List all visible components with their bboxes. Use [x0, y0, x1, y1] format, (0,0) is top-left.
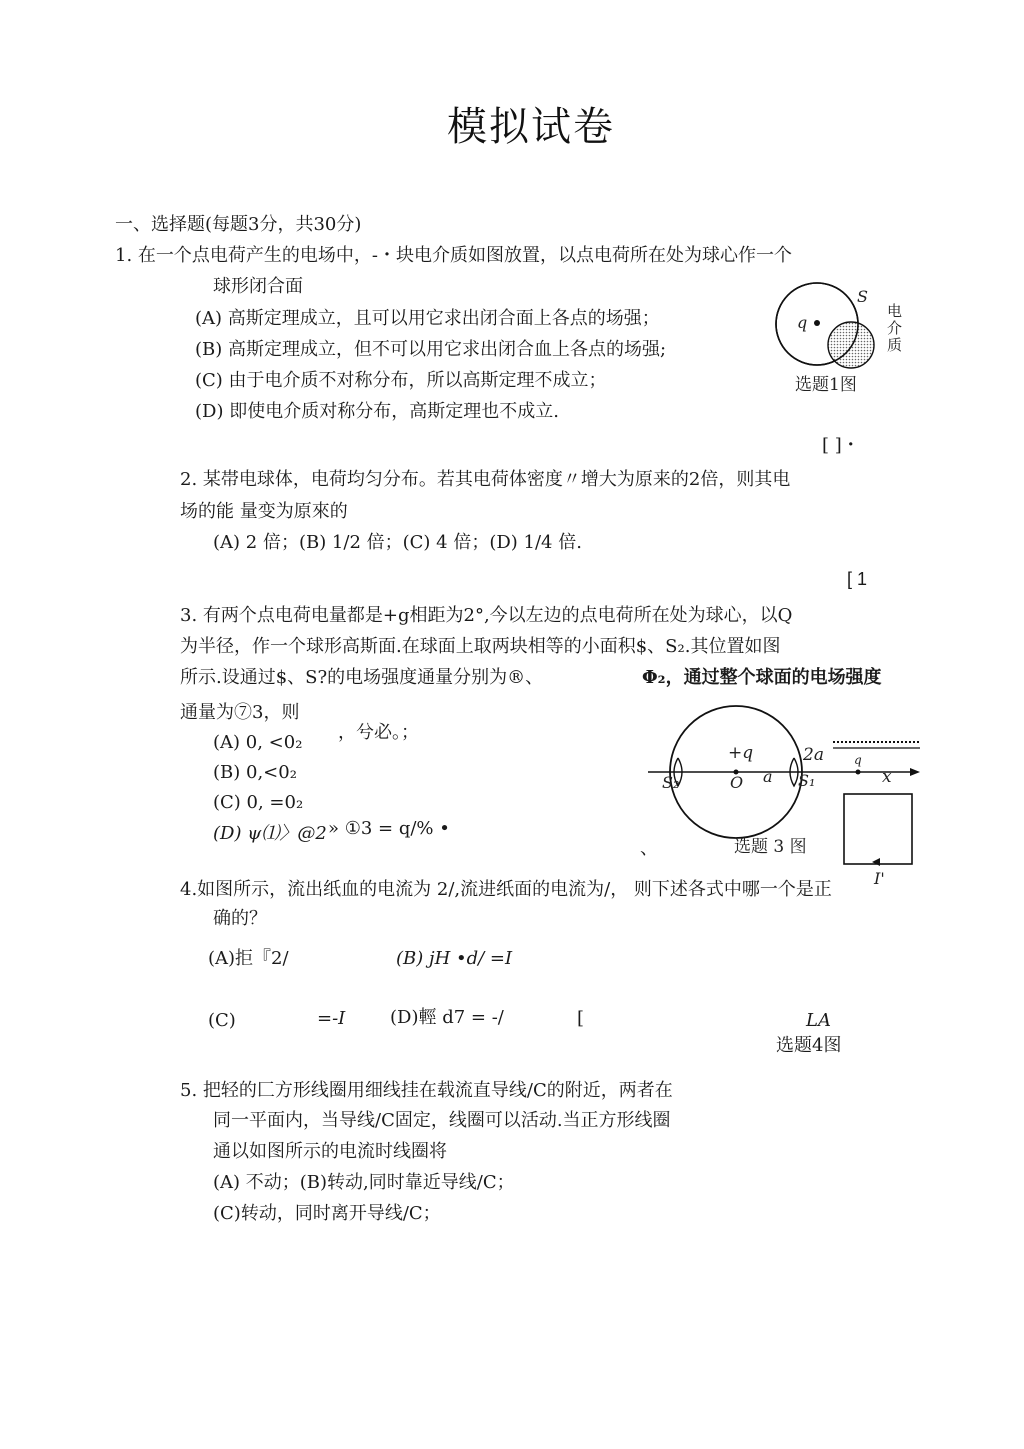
page-title: 模拟试卷: [447, 104, 615, 150]
q2-stem-line1: 2. 某帯电球体，电荷均匀分布。若其电荷体密度〃增大为原来的2倍，则其电: [180, 469, 791, 490]
square-loop: [844, 794, 912, 864]
q5-options-1: (A) 不动；(B)转动,同时靠近导线/C；: [213, 1172, 515, 1193]
q1-figure-caption: 选题1图: [795, 375, 857, 395]
q3-label-s2: S₂: [662, 773, 680, 792]
q1-figure: [770, 280, 910, 398]
q2-stem-line2: 场的能 量变为原來的: [180, 501, 348, 522]
q1-label-q: q: [797, 313, 808, 332]
q5-options-2: (C)转动，同时离开导线/C；: [213, 1203, 441, 1224]
q4-option-b: (B) jH •d/ =I: [396, 948, 513, 969]
q1-label-dielectric-3: 质: [887, 336, 903, 354]
q3-stem-line2: 为半径，作一个球形高斯面.在球面上取两块相等的小面积$、S₂.其位置如图: [180, 636, 781, 657]
q3-label-x: x: [882, 767, 892, 787]
q3-mid-text: ，兮必。；: [338, 722, 419, 743]
q5-stem-line3: 通以如图所示的电流时线圈将: [213, 1141, 447, 1162]
q4-option-c: (C): [208, 1010, 236, 1031]
stray-mark: 、: [640, 838, 658, 859]
q1-stem-line2: 球形闭合面: [213, 276, 303, 297]
q3-label-2a: 2a: [803, 745, 824, 765]
q3-option-d: (D) ψ⑴〉@2: [213, 823, 327, 844]
q1-stem-line1: 1. 在一个点电荷产生的电场中，-・块电介质如图放置，以点电荷所在处为球心作一个: [115, 245, 792, 266]
q4-label-la: LA: [806, 1010, 831, 1031]
q5-stem-line2: 同一平面内，当导线/C固定，线圈可以活动.当正方形线圈: [213, 1110, 671, 1131]
point-charge: [814, 320, 820, 326]
q3-figure-caption: 选题 3 图: [734, 837, 807, 857]
q4-figure-caption: 选题4图: [776, 1035, 842, 1056]
q3-stem-line3: 所示.设通过$、S?的电场强度通量分别为®、: [180, 667, 544, 688]
q1-label-s: S: [857, 287, 868, 306]
q3-label-a: a: [763, 767, 773, 786]
q3-label-q-right: q: [854, 753, 862, 767]
q3-label-o: O: [730, 773, 744, 792]
q4-option-c-expr: =-I: [317, 1008, 346, 1029]
q3-label-plus-q: +q: [728, 743, 754, 763]
q3-stem-line4: 通量为⑦3，则: [180, 702, 300, 723]
q1-label-dielectric-2: 介: [887, 319, 903, 337]
q3-option-d-cont: » ①3 = q/% •: [328, 818, 450, 839]
q1-answer-bracket: [ ]・: [822, 435, 860, 456]
q3-label-s1: S₁: [798, 771, 816, 790]
q1-option-d: (D) 即使电介质对称分布，高斯定理也不成立.: [195, 401, 559, 422]
q3-option-c: (C) 0, =0₂: [213, 792, 304, 813]
q2-answer-bracket: [ 1: [847, 569, 868, 589]
q3-option-a: (A) 0, <0₂: [213, 732, 303, 753]
q1-label-dielectric-1: 电: [887, 302, 903, 320]
q1-option-a: (A) 高斯定理成立，且可以用它求出闭合面上各点的场强；: [195, 308, 660, 329]
q3-stem-line3b: Φ₂，通过整个球面的电场强度: [642, 667, 882, 688]
x-axis-arrow: [910, 768, 920, 776]
q1-option-c: (C) 由于电介质不对称分布，所以高斯定理不成立；: [195, 370, 607, 391]
q5-stem-line1: 5. 把轻的匚方形线圈用细线挂在载流直导线/C的附近，两者在: [180, 1080, 673, 1101]
q4-answer-bracket: [: [577, 1008, 585, 1029]
q3-stem-line1: 3. 有两个点电荷电量都是+g相距为2°,今以左边的点电荷所在处为球心，以Q: [180, 605, 793, 626]
q4-option-d: (D)輕 d7 = -/: [390, 1007, 504, 1028]
q3-option-b: (B) 0,<0₂: [213, 762, 297, 783]
square-loop-figure: [838, 788, 918, 888]
q4-stem-line1: 4.如图所示，流出纸血的电流为 2/,流进纸面的电流为/， 则下述各式中哪一个是正: [180, 879, 832, 900]
charge-right: [856, 770, 861, 775]
loop-current-label: I': [874, 869, 885, 888]
q2-options: (A) 2 倍；(B) 1/2 倍；(C) 4 倍；(D) 1/4 倍.: [213, 532, 582, 553]
q4-option-a: (A)拒『2/: [208, 948, 289, 969]
q1-option-b: (B) 高斯定理成立，但不可以用它求出闭合血上各点的场强;: [195, 339, 667, 360]
q4-stem-line2: 确的？: [213, 908, 267, 929]
section-heading: 一、选择题(每题3分，共30分): [115, 214, 362, 235]
